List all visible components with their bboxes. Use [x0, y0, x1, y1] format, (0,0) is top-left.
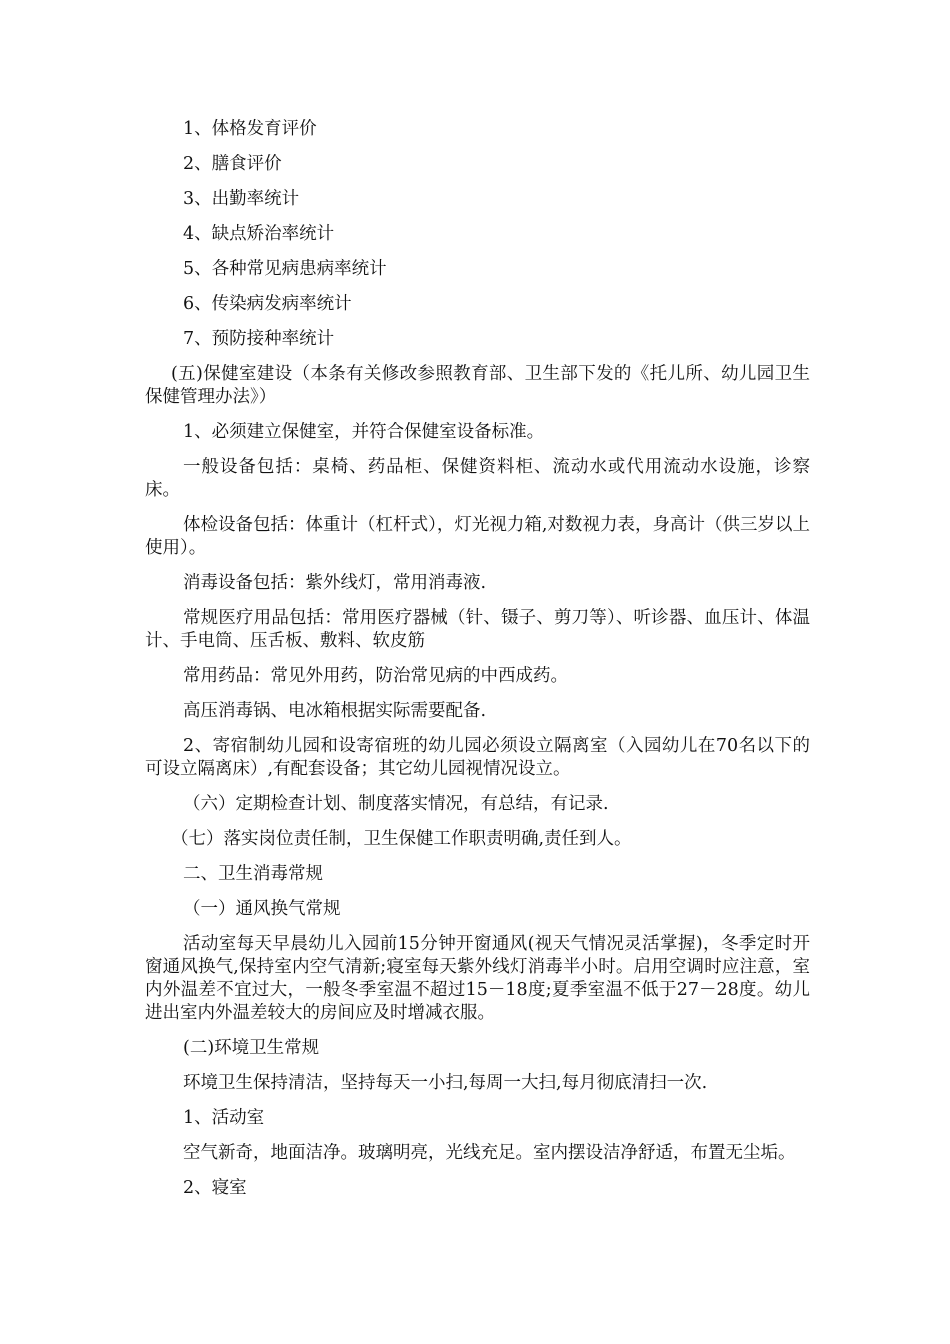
subsection-heading: (二)环境卫生常规	[183, 1038, 320, 1058]
list-item: 1、体格发育评价	[183, 119, 317, 139]
paragraph: （六）定期检查计划、制度落实情况，有总结，有记录.	[183, 794, 609, 814]
subsection-heading: （一）通风换气常规	[183, 899, 341, 919]
list-item: 6、传染病发病率统计	[183, 294, 352, 314]
paragraph: 消毒设备包括：紫外线灯，常用消毒液.	[183, 573, 487, 593]
section-heading: (五)保健室建设（本条有关修改参照教育部、卫生部下发的《托儿所、幼儿园卫生保健管理办法》）	[145, 364, 810, 407]
document-body	[145, 118, 810, 1212]
paragraph: 一般设备包括：桌椅、药品柜、保健资料柜、流动水或代用流动水设施，诊察床。	[145, 457, 810, 500]
list-item: 5、各种常见病患病率统计	[183, 259, 387, 279]
paragraph: 高压消毒锅、电冰箱根据实际需要配备.	[183, 701, 487, 721]
paragraph: 1、必须建立保健室，并符合保健室设备标准。	[183, 422, 545, 442]
paragraph: 活动室每天早晨幼儿入园前15分钟开窗通风(视天气情况灵活掌握)，冬季定时开窗通风换气,保持室内空气清新;寝室每天紫外线灯消毒半小时。启用空调时应注意，室内外温差不宜过大，一般冬季室温不超过15－18度;夏季室温不低于27－28度。幼儿进出室内外温差较大的房间应及时增减衣服。	[145, 934, 810, 1023]
paragraph: 常用药品：常见外用药，防治常见病的中西成药。	[183, 666, 568, 686]
paragraph: 常规医疗用品包括：常用医疗器械（针、镊子、剪刀等）、听诊器、血压计、体温计、手电筒、压舌板、敷料、软皮筋	[145, 608, 810, 651]
paragraph: 2、寄宿制幼儿园和设寄宿班的幼儿园必须设立隔离室（入园幼儿在70名以下的可设立隔离床）,有配套设备；其它幼儿园视情况设立。	[145, 736, 810, 779]
list-item: 2、膳食评价	[183, 154, 282, 174]
list-item: 4、缺点矫治率统计	[183, 224, 335, 244]
paragraph: 空气新奇，地面洁净。玻璃明亮，光线充足。室内摆设洁净舒适，布置无尘垢。	[183, 1143, 796, 1163]
list-item: 1、活动室	[183, 1108, 265, 1128]
section-heading: 二、卫生消毒常规	[183, 864, 323, 884]
list-item: 2、寝室	[183, 1178, 247, 1198]
paragraph: 体检设备包括：体重计（杠杆式），灯光视力箱,对数视力表，身高计（供三岁以上使用）。	[145, 515, 810, 558]
list-item: 3、出勤率统计	[183, 189, 300, 209]
list-item: 7、预防接种率统计	[183, 329, 335, 349]
paragraph: 环境卫生保持清洁，坚持每天一小扫,每周一大扫,每月彻底清扫一次.	[183, 1073, 708, 1093]
paragraph: （七）落实岗位责任制，卫生保健工作职责明确,责任到人。	[171, 829, 632, 849]
